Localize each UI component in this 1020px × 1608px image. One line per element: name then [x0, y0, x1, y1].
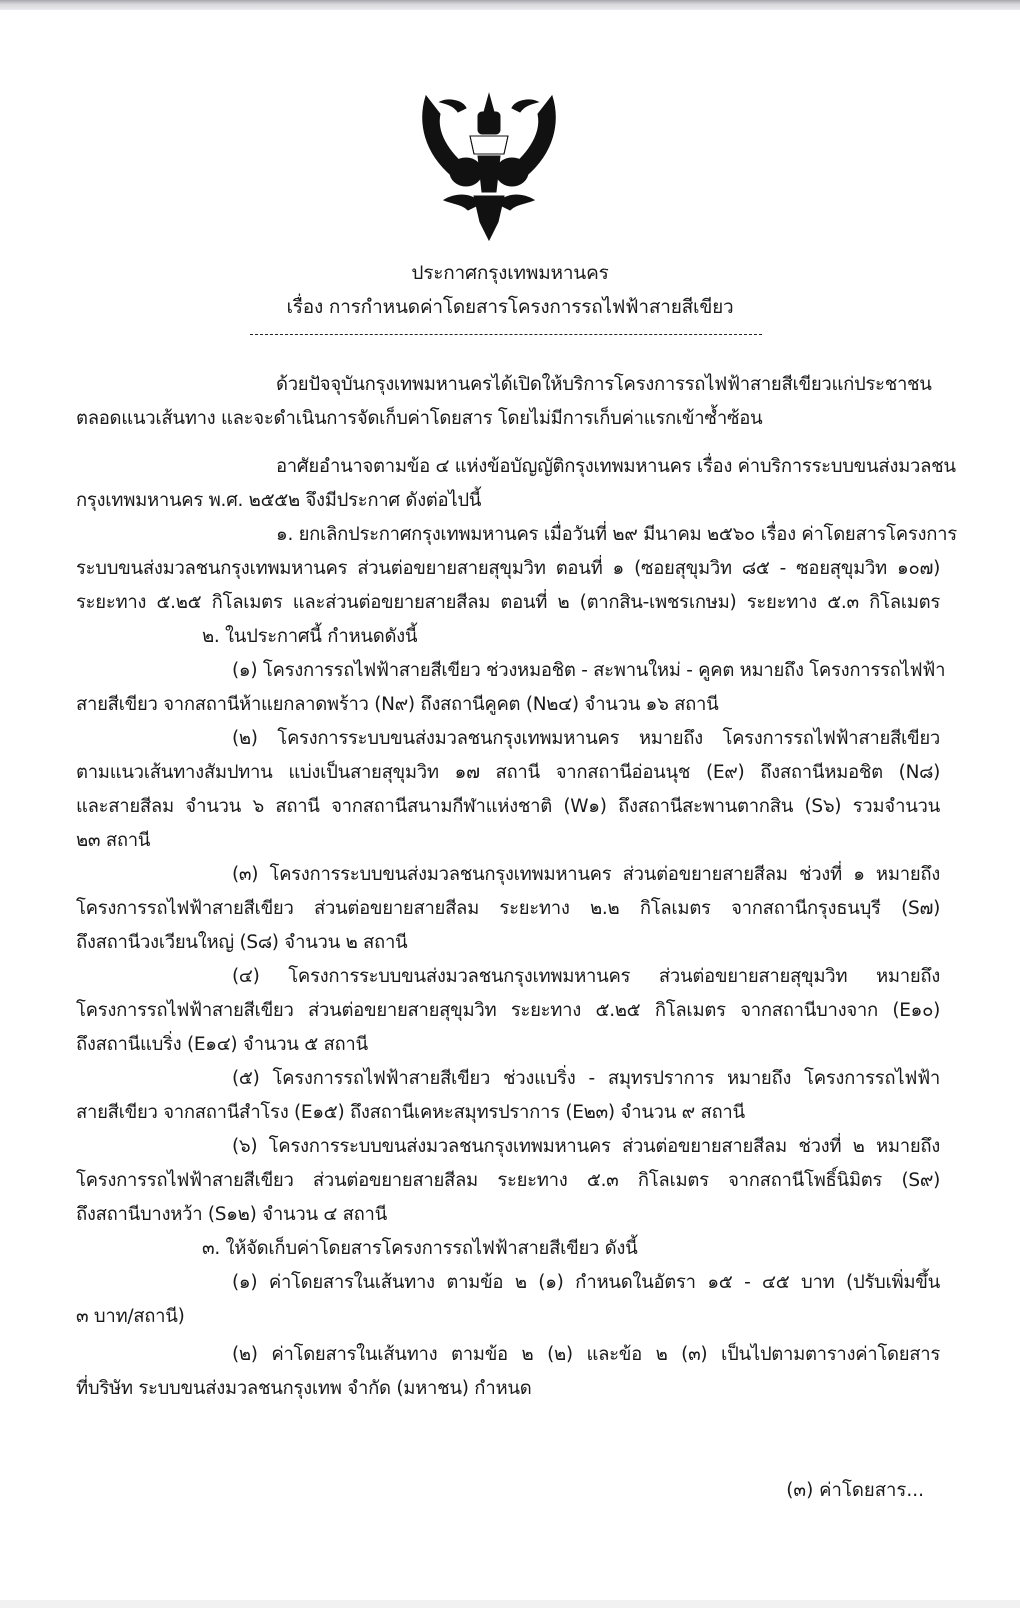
dashed-divider — [250, 334, 762, 335]
body-text-line: ตามแนวเส้นทางสัมปทาน แบ่งเป็นสายสุขุมวิท ๑๗ สถานี จากสถานีอ่อนนุช (E๙) ถึงสถานีหมอชิต (N๘) — [76, 762, 940, 783]
garuda-emblem-icon — [418, 92, 560, 242]
body-text-line: สายสีเขียว จากสถานีสำโรง (E๑๕) ถึงสถานีเคหะสมุทรปราการ (E๒๓) จำนวน ๙ สถานี — [76, 1102, 745, 1123]
body-text-line: (๓) โครงการระบบขนส่งมวลชนกรุงเทพมหานคร ส่วนต่อขยายสายสีลม ช่วงที่ ๑ หมายถึง — [232, 864, 940, 885]
body-text-line: อาศัยอำนาจตามข้อ ๔ แห่งข้อบัญญัติกรุงเทพมหานคร เรื่อง ค่าบริการระบบขนส่งมวลชน — [276, 456, 956, 477]
announcement-title: ประกาศกรุงเทพมหานคร — [411, 262, 609, 284]
body-text-line: (๒) โครงการระบบขนส่งมวลชนกรุงเทพมหานคร หมายถึง โครงการรถไฟฟ้าสายสีเขียว — [232, 728, 940, 749]
body-text-line: (๕) โครงการรถไฟฟ้าสายสีเขียว ช่วงแบริ่ง - สมุทรปราการ หมายถึง โครงการรถไฟฟ้า — [232, 1068, 940, 1089]
body-text-line: และสายสีลม จำนวน ๖ สถานี จากสถานีสนามกีฬาแห่งชาติ (W๑) ถึงสถานีสะพานตากสิน (S๖) รวมจำนวน — [76, 796, 940, 817]
body-text-line: ถึงสถานีวงเวียนใหญ่ (S๘) จำนวน ๒ สถานี — [76, 932, 408, 953]
body-text-line: ระยะทาง ๕.๒๕ กิโลเมตร และส่วนต่อขยายสายสีลม ตอนที่ ๒ (ตากสิน-เพชรเกษม) ระยะทาง ๕.๓ กิโลเมตร — [76, 592, 940, 613]
body-text-line: ตลอดแนวเส้นทาง และจะดำเนินการจัดเก็บค่าโดยสาร โดยไม่มีการเก็บค่าแรกเข้าซ้ำซ้อน — [76, 408, 763, 429]
body-text-line: (๑) โครงการรถไฟฟ้าสายสีเขียว ช่วงหมอชิต - สะพานใหม่ - คูคต หมายถึง โครงการรถไฟฟ้า — [232, 660, 946, 681]
body-text-line: กรุงเทพมหานคร พ.ศ. ๒๕๕๒ จึงมีประกาศ ดังต่อไปนี้ — [76, 490, 482, 511]
body-text-line: โครงการรถไฟฟ้าสายสีเขียว ส่วนต่อขยายสายสุขุมวิท ระยะทาง ๕.๒๕ กิโลเมตร จากสถานีบางจาก (E๑๐) — [76, 1000, 940, 1021]
continuation-note: (๓) ค่าโดยสาร... — [786, 1480, 924, 1501]
body-text-line: โครงการรถไฟฟ้าสายสีเขียว ส่วนต่อขยายสายสีลม ระยะทาง ๒.๒ กิโลเมตร จากสถานีกรุงธนบุรี (S๗) — [76, 898, 940, 919]
body-text-line: ที่บริษัท ระบบขนส่งมวลชนกรุงเทพ จำกัด (มหาชน) กำหนด — [76, 1378, 532, 1399]
body-text-line: ๓. ให้จัดเก็บค่าโดยสารโครงการรถไฟฟ้าสายสีเขียว ดังนี้ — [202, 1238, 638, 1259]
body-text-line: (๑) ค่าโดยสารในเส้นทาง ตามข้อ ๒ (๑) กำหนดในอัตรา ๑๕ - ๔๕ บาท (ปรับเพิ่มขึ้น — [232, 1272, 940, 1293]
body-text-line: ด้วยปัจจุบันกรุงเทพมหานครได้เปิดให้บริการโครงการรถไฟฟ้าสายสีเขียวแก่ประชาชน — [276, 374, 932, 395]
body-text-line: (๔) โครงการระบบขนส่งมวลชนกรุงเทพมหานคร ส่วนต่อขยายสายสุขุมวิท หมายถึง — [232, 966, 940, 987]
body-text-line: สายสีเขียว จากสถานีห้าแยกลาดพร้าว (N๙) ถึงสถานีคูคต (N๒๔) จำนวน ๑๖ สถานี — [76, 694, 719, 715]
body-text-line: ถึงสถานีแบริ่ง (E๑๔) จำนวน ๕ สถานี — [76, 1034, 368, 1055]
body-text-line: โครงการรถไฟฟ้าสายสีเขียว ส่วนต่อขยายสายสีลม ระยะทาง ๕.๓ กิโลเมตร จากสถานีโพธิ์นิมิตร (S๙) — [76, 1170, 940, 1191]
announcement-subject: เรื่อง การกำหนดค่าโดยสารโครงการรถไฟฟ้าสายสีเขียว — [286, 296, 734, 318]
window-bottom-bar — [0, 1600, 1020, 1608]
body-text-line: ๒. ในประกาศนี้ กำหนดดังนี้ — [202, 626, 418, 647]
body-text-line: ระบบขนส่งมวลชนกรุงเทพมหานคร ส่วนต่อขยายสายสุขุมวิท ตอนที่ ๑ (ซอยสุขุมวิท ๘๕ - ซอยสุขุมวิท ๑๐๗) — [76, 558, 940, 579]
body-text-line: ๑. ยกเลิกประกาศกรุงเทพมหานคร เมื่อวันที่ ๒๙ มีนาคม ๒๕๖๐ เรื่อง ค่าโดยสารโครงการ — [276, 524, 957, 545]
body-text-line: (๖) โครงการระบบขนส่งมวลชนกรุงเทพมหานคร ส่วนต่อขยายสายสีลม ช่วงที่ ๒ หมายถึง — [232, 1136, 940, 1157]
body-text-line: ๓ บาท/สถานี) — [76, 1306, 185, 1327]
body-text-line: ถึงสถานีบางหว้า (S๑๒) จำนวน ๔ สถานี — [76, 1204, 387, 1225]
body-text-line: (๒) ค่าโดยสารในเส้นทาง ตามข้อ ๒ (๒) และข้อ ๒ (๓) เป็นไปตามตารางค่าโดยสาร — [232, 1344, 940, 1365]
body-text-line: ๒๓ สถานี — [76, 830, 151, 851]
